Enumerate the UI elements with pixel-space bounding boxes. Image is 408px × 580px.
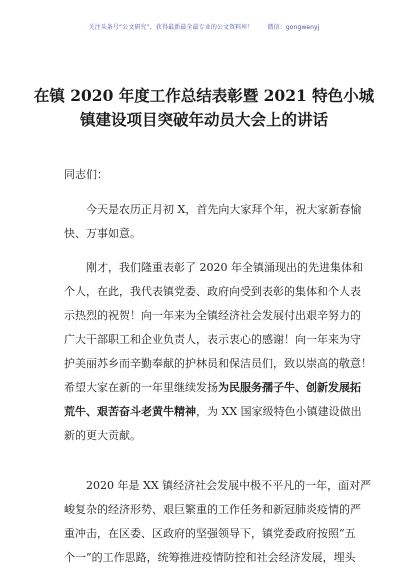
paragraph-line: 今天是农历正月初 X，首先向大家拜个年，祝大家新春愉 xyxy=(86,203,362,216)
title-line-2: 镇建设项目突破年动员大会上的讲话 xyxy=(79,110,328,129)
paragraph-line: 刚才，我们隆重表彰了 2020 年全镇涌现出的先进集体和 xyxy=(86,261,363,274)
top-notice xyxy=(0,22,408,31)
paragraph-3 xyxy=(64,474,372,570)
paragraph-line: 广大干部职工和企业负责人，表示衷心的感谢！向一年来为守 xyxy=(64,333,361,346)
notice-text: 关注头条号“公文研究”，获得最新最全最专业的公文资料库！ xyxy=(88,24,254,31)
paragraph-2 xyxy=(64,256,372,448)
document-title xyxy=(26,84,382,132)
paragraph-line: 快、万事如意。 xyxy=(64,227,141,240)
title-line-1: 在镇 2020 年度工作总结表彰暨 2021 特色小城 xyxy=(33,86,375,105)
wechat-id: 微信：gongwenyj xyxy=(267,24,320,31)
emphasis-text: 荒牛、艰苦奋斗老黄牛精神 xyxy=(64,405,196,418)
paragraph-line: 个一”的工作思路，统筹推进疫情防控和社会经济发展，埋头 xyxy=(64,551,356,564)
greeting: 同志们： xyxy=(64,168,108,181)
paragraph-line: 个人，在此，我代表镇党委、政府向受到表彰的集体和个人表 xyxy=(64,285,361,298)
paragraph-line xyxy=(64,400,362,424)
paragraph-1 xyxy=(64,198,362,246)
paragraph-line: 重冲击，在区委、区政府的坚强领导下，镇党委政府按照“五 xyxy=(64,527,356,540)
paragraph-line: 峻复杂的经济形势、艰巨繁重的工作任务和新冠肺炎疫情的严 xyxy=(64,503,361,516)
paragraph-text: ，为 XX 国家级特色小镇建设做出 xyxy=(196,405,362,418)
paragraph-line: 2020 年是 XX 镇经济社会发展中极不平凡的一年，面对严 xyxy=(86,479,372,492)
paragraph-line: 示热烈的祝贺！向一年来为全镇经济社会发展付出艰辛努力的 xyxy=(64,309,361,322)
paragraph-line xyxy=(64,376,362,400)
emphasis-text: 为民服务孺子牛、创新发展拓 xyxy=(218,381,361,394)
paragraph-text: 希望大家在新的一年里继续发扬 xyxy=(64,381,218,394)
paragraph-line: 护美丽苏乡而辛勤奉献的护林员和保洁员们，致以崇高的敬意！ xyxy=(64,357,372,370)
paragraph-line: 新的更大贡献。 xyxy=(64,429,141,442)
